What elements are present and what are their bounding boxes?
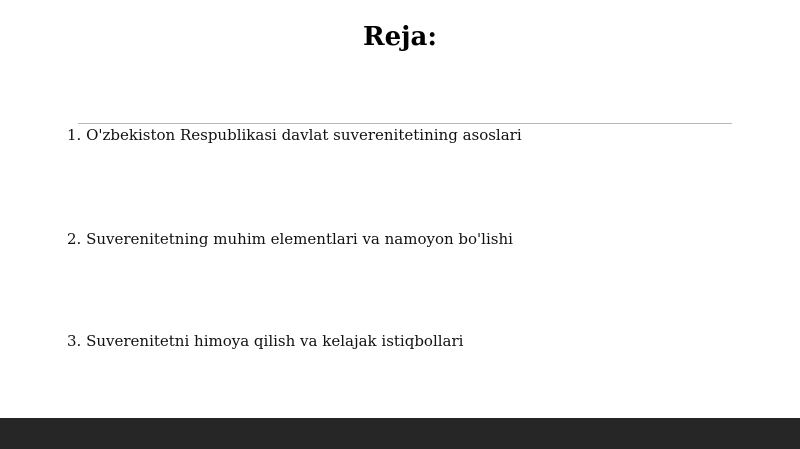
plan-item-1: 1. O'zbekiston Respublikasi davlat suverenitetining asoslari (67, 126, 522, 144)
plan-item-2: 2. Suverenitetning muhim elementlari va namoyon bo'lishi (67, 230, 513, 248)
divider-line (78, 123, 732, 124)
plan-item-3: 3. Suverenitetni himoya qilish va kelajak istiqbollari (67, 332, 464, 350)
slide-title: Reja: (362, 22, 437, 52)
viewer-bottom-bar (0, 418, 800, 449)
